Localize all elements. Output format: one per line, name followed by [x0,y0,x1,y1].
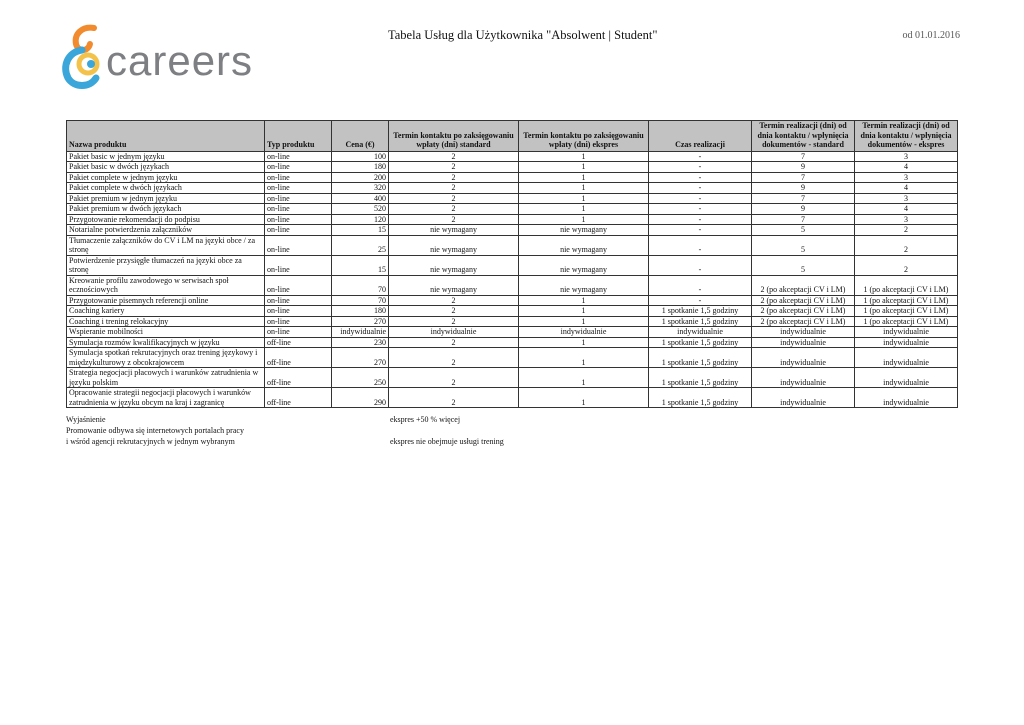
row-name: Symulacja spotkań rekrutacyjnych oraz trening językowy i międzykulturowy z obcokrajowcem [67,348,265,368]
row-realization-standard: indywidualnie [752,348,855,368]
row-type: off-line [265,368,332,388]
row-realization-express: 3 [855,193,958,204]
row-realization-express: indywidualnie [855,388,958,408]
table-row [67,255,958,275]
table-row [67,172,958,183]
table-row [67,295,958,306]
row-name: Notarialne potwierdzenia załączników [67,225,265,236]
row-realization-express: 3 [855,214,958,225]
row-time: - [649,172,752,183]
note-line: Wyjaśnienie [66,415,106,424]
row-time: - [649,214,752,225]
row-type: on-line [265,225,332,236]
row-realization-standard: indywidualnie [752,368,855,388]
table-row [67,348,958,368]
row-contact-standard: 2 [389,214,519,225]
row-type: on-line [265,204,332,215]
row-realization-express: indywidualnie [855,348,958,368]
row-realization-express: indywidualnie [855,368,958,388]
row-contact-express: 1 [519,388,649,408]
row-contact-standard: nie wymagany [389,255,519,275]
effective-date: od 01.01.2016 [902,30,960,41]
table-row [67,225,958,236]
table-row [67,151,958,162]
row-realization-express: 1 (po akceptacji CV i LM) [855,306,958,317]
note-line: i wśród agencji rekrutacyjnych w jednym wybranym [66,437,235,446]
row-contact-express: 1 [519,193,649,204]
row-type: on-line [265,162,332,173]
row-name: Pakiet basic w dwóch językach [67,162,265,173]
row-time: 1 spotkanie 1,5 godziny [649,388,752,408]
row-contact-express: 1 [519,368,649,388]
row-time: - [649,204,752,215]
row-realization-standard: 9 [752,183,855,194]
row-contact-express: 1 [519,214,649,225]
row-type: on-line [265,316,332,327]
row-time: - [649,255,752,275]
row-contact-express: 1 [519,172,649,183]
row-contact-standard: indywidualnie [389,327,519,338]
row-time: 1 spotkanie 1,5 godziny [649,316,752,327]
row-time: - [649,183,752,194]
table-row [67,316,958,327]
row-contact-express: 1 [519,316,649,327]
row-contact-standard: nie wymagany [389,235,519,255]
notes-left [66,414,244,447]
row-type: on-line [265,295,332,306]
row-realization-express: 1 (po akceptacji CV i LM) [855,316,958,327]
row-realization-standard: 5 [752,255,855,275]
row-time: - [649,235,752,255]
row-realization-standard: indywidualnie [752,388,855,408]
row-time: indywidualnie [649,327,752,338]
table-row [67,337,958,348]
note-line: ekspres +50 % więcej [390,415,461,424]
row-realization-express: 2 [855,235,958,255]
header-time: Czas realizacji [649,121,752,152]
row-time: 1 spotkanie 1,5 godziny [649,337,752,348]
row-price: 70 [332,295,389,306]
row-realization-standard: 7 [752,172,855,183]
row-price: 25 [332,235,389,255]
row-contact-standard: 2 [389,348,519,368]
row-contact-standard: 2 [389,151,519,162]
row-contact-express: nie wymagany [519,255,649,275]
row-name: Pakiet basic w jednym języku [67,151,265,162]
row-realization-express: 3 [855,172,958,183]
row-contact-express: 1 [519,162,649,173]
table-row [67,368,958,388]
row-contact-express: nie wymagany [519,235,649,255]
row-type: on-line [265,235,332,255]
table-row [67,214,958,225]
row-realization-standard: 9 [752,162,855,173]
row-realization-standard: 2 (po akceptacji CV i LM) [752,275,855,295]
row-time: - [649,275,752,295]
row-realization-standard: 2 (po akceptacji CV i LM) [752,316,855,327]
row-realization-standard: indywidualnie [752,327,855,338]
row-contact-standard: 2 [389,172,519,183]
header-price: Cena (€) [332,121,389,152]
row-contact-standard: nie wymagany [389,225,519,236]
row-realization-standard: 2 (po akceptacji CV i LM) [752,306,855,317]
row-type: on-line [265,327,332,338]
row-realization-express: indywidualnie [855,327,958,338]
row-name: Strategia negocjacji płacowych i warunków zatrudnienia w języku polskim [67,368,265,388]
row-price: 15 [332,225,389,236]
note-line [390,425,504,436]
row-realization-express: 2 [855,255,958,275]
row-realization-standard: 7 [752,193,855,204]
row-realization-express: 4 [855,204,958,215]
row-type: on-line [265,183,332,194]
row-name: Potwierdzenie przysięgłe tłumaczeń na języki obce za stronę [67,255,265,275]
row-time: 1 spotkanie 1,5 godziny [649,306,752,317]
row-contact-express: 1 [519,151,649,162]
row-realization-standard: 9 [752,204,855,215]
table-row [67,235,958,255]
row-price: 120 [332,214,389,225]
row-price: 250 [332,368,389,388]
row-price: 400 [332,193,389,204]
row-type: on-line [265,275,332,295]
row-time: - [649,162,752,173]
row-contact-express: indywidualnie [519,327,649,338]
table-row [67,327,958,338]
row-type: on-line [265,172,332,183]
row-price: 320 [332,183,389,194]
table-row [67,162,958,173]
row-time: - [649,193,752,204]
note-line: Promowanie odbywa się internetowych portalach pracy [66,426,244,435]
row-name: Pakiet premium w jednym języku [67,193,265,204]
table-row [67,275,958,295]
row-realization-standard: 5 [752,225,855,236]
row-contact-express: 1 [519,183,649,194]
table-row [67,193,958,204]
row-price: 180 [332,162,389,173]
brand-wordmark: careers [106,37,254,84]
row-realization-standard: 2 (po akceptacji CV i LM) [752,295,855,306]
row-type: on-line [265,193,332,204]
row-contact-standard: 2 [389,295,519,306]
row-name: Coaching kariery [67,306,265,317]
row-contact-express: 1 [519,337,649,348]
row-realization-express: indywidualnie [855,337,958,348]
header-name: Nazwa produktu [67,121,265,152]
row-type: on-line [265,151,332,162]
row-contact-express: nie wymagany [519,275,649,295]
table-row [67,306,958,317]
row-realization-standard: 7 [752,151,855,162]
row-price: 180 [332,306,389,317]
row-price: 100 [332,151,389,162]
row-time: 1 spotkanie 1,5 godziny [649,348,752,368]
row-name: Pakiet complete w dwóch językach [67,183,265,194]
row-price: 270 [332,348,389,368]
row-contact-standard: 2 [389,316,519,327]
row-contact-standard: 2 [389,306,519,317]
row-type: on-line [265,255,332,275]
row-realization-express: 4 [855,162,958,173]
header-type: Typ produktu [265,121,332,152]
notes-right [390,414,504,447]
header-realization-standard: Termin realizacji (dni) od dnia kontaktu / wpłynięcia dokumentów - standard [752,121,855,152]
row-time: - [649,151,752,162]
row-contact-express: nie wymagany [519,225,649,236]
row-contact-standard: 2 [389,368,519,388]
row-realization-standard: 5 [752,235,855,255]
row-price: 230 [332,337,389,348]
row-contact-standard: 2 [389,183,519,194]
table-row [67,388,958,408]
row-realization-standard: 7 [752,214,855,225]
services-table [66,120,958,408]
row-realization-express: 4 [855,183,958,194]
row-type: off-line [265,337,332,348]
row-contact-standard: 2 [389,193,519,204]
row-contact-standard: 2 [389,337,519,348]
row-type: on-line [265,306,332,317]
row-realization-express: 3 [855,151,958,162]
note-line: ekspres nie obejmuje usługi trening [390,437,504,446]
row-contact-express: 1 [519,204,649,215]
table-header-row [67,121,958,152]
row-realization-express: 1 (po akceptacji CV i LM) [855,275,958,295]
header-realization-express: Termin realizacji (dni) od dnia kontaktu / wpłynięcia dokumentów - ekspres [855,121,958,152]
row-realization-standard: indywidualnie [752,337,855,348]
row-contact-standard: 2 [389,162,519,173]
row-name: Symulacja rozmów kwalifikacyjnych w języku [67,337,265,348]
row-name: Coaching i trening relokacyjny [67,316,265,327]
row-contact-express: 1 [519,295,649,306]
row-type: off-line [265,388,332,408]
row-realization-express: 2 [855,225,958,236]
header-contact-standard: Termin kontaktu po zaksięgowaniu wpłaty (dni) standard [389,121,519,152]
row-realization-express: 1 (po akceptacji CV i LM) [855,295,958,306]
row-price: 200 [332,172,389,183]
row-price: 520 [332,204,389,215]
row-name: Opracowanie strategii negocjacji płacowych i warunków zatrudnienia w języku obcym na kraj i zagranicę [67,388,265,408]
row-name: Pakiet premium w dwóch językach [67,204,265,215]
row-price: 290 [332,388,389,408]
table-row [67,204,958,215]
row-time: - [649,295,752,306]
row-price: indywidualnie [332,327,389,338]
row-price: 70 [332,275,389,295]
row-name: Tłumaczenie załączników do CV i LM na języki obce / za stronę [67,235,265,255]
table-row [67,183,958,194]
row-name: Przygotowanie pisemnych referencji online [67,295,265,306]
row-contact-standard: 2 [389,204,519,215]
row-name: Przygotowanie rekomendacji do podpisu [67,214,265,225]
row-type: on-line [265,214,332,225]
row-name: Kreowanie profilu zawodowego w serwisach społ ecznościowych [67,275,265,295]
row-contact-standard: nie wymagany [389,275,519,295]
row-contact-standard: 2 [389,388,519,408]
row-time: - [649,225,752,236]
row-type: off-line [265,348,332,368]
row-contact-express: 1 [519,306,649,317]
row-time: 1 spotkanie 1,5 godziny [649,368,752,388]
row-name: Wspieranie mobilności [67,327,265,338]
row-price: 15 [332,255,389,275]
header-contact-express: Termin kontaktu po zaksięgowaniu wpłaty (dni) ekspres [519,121,649,152]
page-title: Tabela Usług dla Użytkownika "Absolwent | Student" [388,28,658,42]
row-name: Pakiet complete w jednym języku [67,172,265,183]
row-contact-express: 1 [519,348,649,368]
row-price: 270 [332,316,389,327]
